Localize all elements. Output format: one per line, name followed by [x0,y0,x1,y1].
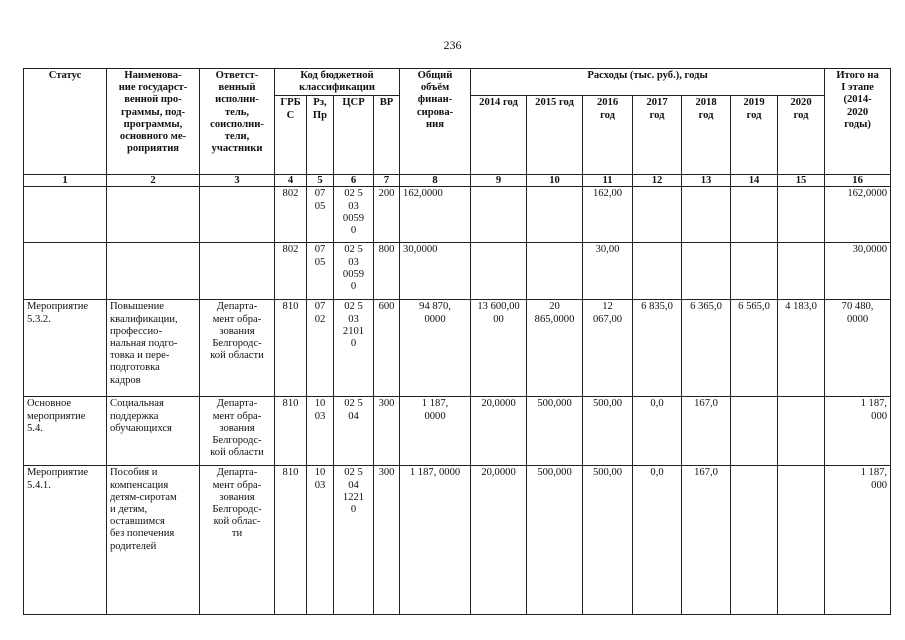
cell-rzpr: 07 05 [307,243,334,300]
cell-2014: 20,0000 [471,397,527,466]
cell-stage-total: 162,0000 [825,187,891,243]
cell-2016: 500,00 [583,397,633,466]
column-number: 1 [24,175,107,187]
table-row [24,243,891,300]
cell-2017: 0,0 [633,466,682,615]
cell-2020: 4 183,0 [778,300,825,397]
cell-csr: 02 5 03 0059 0 [334,243,374,300]
cell-responsible: Департа- мент обра- зования Белгородс- кой области [200,300,275,397]
cell-total: 1 187, 0000 [400,466,471,615]
cell-2019 [731,397,778,466]
header-year-2017: 2017 год [633,96,682,175]
cell-responsible: Департа- мент обра- зования Белгородс- кой облас- ти [200,466,275,615]
column-number: 8 [400,175,471,187]
cell-csr: 02 5 03 2101 0 [334,300,374,397]
cell-total: 94 870, 0000 [400,300,471,397]
cell-vr: 300 [374,397,400,466]
cell-2016: 30,00 [583,243,633,300]
column-number: 2 [107,175,200,187]
cell-name: Пособия и компенсация детям-сиротам и детям, оставшимся без попечения родителей [107,466,200,615]
table-row [24,187,891,243]
column-number: 13 [682,175,731,187]
column-number: 5 [307,175,334,187]
header-year-2018: 2018 год [682,96,731,175]
header-grbs: ГРБ С [275,96,307,175]
cell-2014: 13 600,00 00 [471,300,527,397]
header-csr: ЦСР [334,96,374,175]
cell-stage-total: 1 187, 000 [825,397,891,466]
cell-vr: 600 [374,300,400,397]
cell-2018 [682,243,731,300]
cell-2018 [682,187,731,243]
header-total-volume: Общий объём финан- сирова- ния [400,69,471,175]
cell-2015: 500,000 [527,466,583,615]
header-year-2020: 2020 год [778,96,825,175]
page-number: 236 [443,38,462,52]
cell-grbs: 810 [275,300,307,397]
cell-responsible: Департа- мент обра- зования Белгородс- кой области [200,397,275,466]
column-number: 15 [778,175,825,187]
header-expenses: Расходы (тыс. руб.), годы [471,69,825,96]
column-number: 10 [527,175,583,187]
cell-2017 [633,187,682,243]
budget-table [23,68,891,615]
column-number: 11 [583,175,633,187]
table-row [24,466,891,615]
cell-name [107,187,200,243]
cell-stage-total: 30,0000 [825,243,891,300]
cell-grbs: 802 [275,187,307,243]
column-number: 9 [471,175,527,187]
cell-name [107,243,200,300]
header-year-2014: 2014 год [471,96,527,175]
cell-2019 [731,466,778,615]
cell-2019: 6 565,0 [731,300,778,397]
cell-status: Мероприятие 5.3.2. [24,300,107,397]
cell-status [24,187,107,243]
cell-responsible [200,243,275,300]
header-status: Статус [24,69,107,175]
cell-grbs: 810 [275,466,307,615]
cell-rzpr: 07 05 [307,187,334,243]
cell-2014: 20,0000 [471,466,527,615]
column-number: 3 [200,175,275,187]
cell-responsible [200,187,275,243]
header-budget-code: Код бюджетной классификации [275,69,400,96]
cell-status [24,243,107,300]
cell-2016: 12 067,00 [583,300,633,397]
cell-name: Повышение квалификации, профессио- нальная подго- товка и пере- подготовка кадров [107,300,200,397]
header-rzpr: Рз, Пр [307,96,334,175]
cell-2020 [778,397,825,466]
cell-2019 [731,187,778,243]
cell-2017: 0,0 [633,397,682,466]
cell-2019 [731,243,778,300]
cell-csr: 02 5 04 [334,397,374,466]
header-responsible: Ответст- венный исполни- тель, соисполни- тели, участники [200,69,275,175]
cell-2016: 162,00 [583,187,633,243]
column-number: 12 [633,175,682,187]
column-number: 16 [825,175,891,187]
cell-2020 [778,243,825,300]
cell-2020 [778,466,825,615]
cell-stage-total: 1 187, 000 [825,466,891,615]
cell-grbs: 802 [275,243,307,300]
cell-total: 1 187, 0000 [400,397,471,466]
cell-vr: 200 [374,187,400,243]
cell-2018: 167,0 [682,397,731,466]
cell-2014 [471,243,527,300]
cell-2015 [527,243,583,300]
cell-csr: 02 5 04 1221 0 [334,466,374,615]
cell-2014 [471,187,527,243]
header-year-2015: 2015 год [527,96,583,175]
cell-2015 [527,187,583,243]
column-number: 7 [374,175,400,187]
header-stage-total: Итого на I этапе (2014- 2020 годы) [825,69,891,175]
column-number: 14 [731,175,778,187]
header-name: Наименова- ние государст- венной про- граммы, под- программы, основного ме- роприятия [107,69,200,175]
header-year-2016: 2016 год [583,96,633,175]
column-number-row [24,175,891,187]
column-number: 6 [334,175,374,187]
cell-rzpr: 10 03 [307,466,334,615]
cell-2020 [778,187,825,243]
cell-2018: 167,0 [682,466,731,615]
cell-status: Основное мероприятие 5.4. [24,397,107,466]
header-vr: ВР [374,96,400,175]
cell-2017 [633,243,682,300]
cell-name: Социальная поддержка обучающихся [107,397,200,466]
cell-total: 162,0000 [400,187,471,243]
cell-vr: 300 [374,466,400,615]
cell-grbs: 810 [275,397,307,466]
cell-2015: 20 865,0000 [527,300,583,397]
cell-vr: 800 [374,243,400,300]
cell-2016: 500,00 [583,466,633,615]
cell-status: Мероприятие 5.4.1. [24,466,107,615]
column-number: 4 [275,175,307,187]
cell-csr: 02 5 03 0059 0 [334,187,374,243]
cell-stage-total: 70 480, 0000 [825,300,891,397]
cell-rzpr: 07 02 [307,300,334,397]
cell-rzpr: 10 03 [307,397,334,466]
header-year-2019: 2019 год [731,96,778,175]
table-row [24,300,891,397]
cell-2018: 6 365,0 [682,300,731,397]
cell-total: 30,0000 [400,243,471,300]
cell-2017: 6 835,0 [633,300,682,397]
table-row [24,397,891,466]
cell-2015: 500,000 [527,397,583,466]
